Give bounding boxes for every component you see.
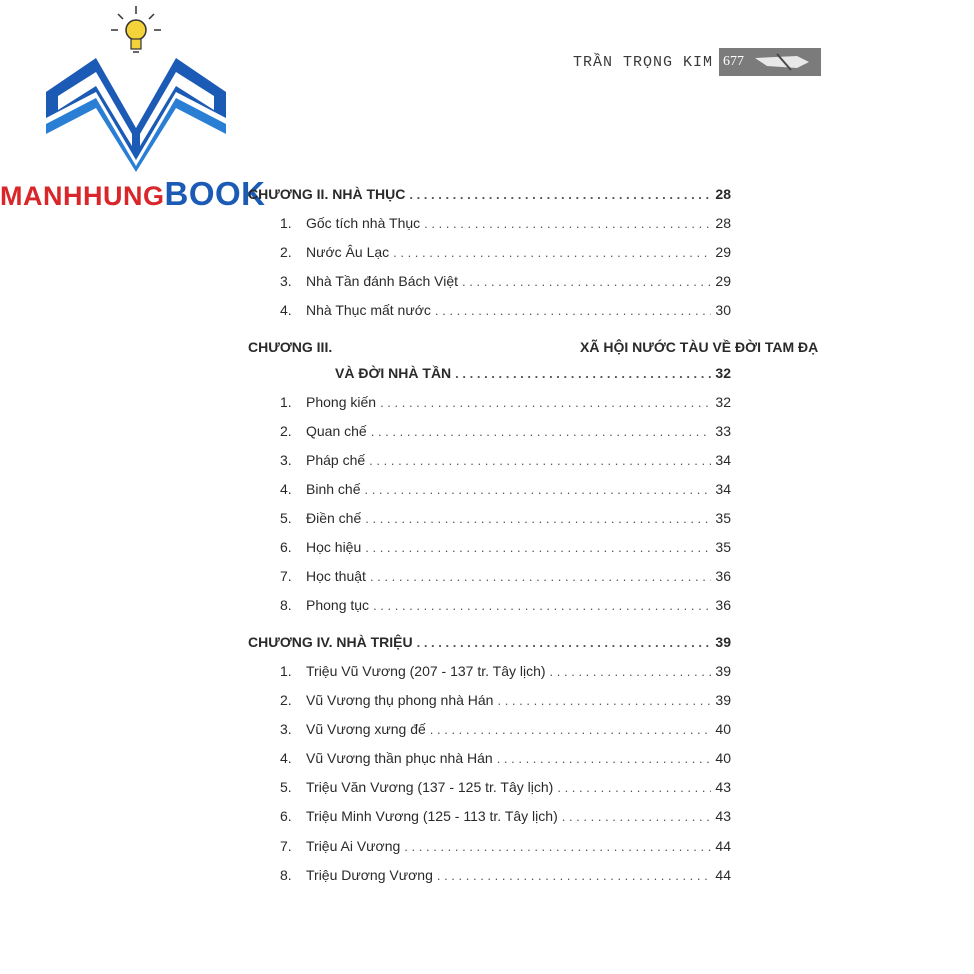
item-title: Nhà Tần đánh Bách Việt bbox=[306, 273, 459, 289]
dot-leader bbox=[370, 566, 711, 587]
toc-item[interactable] bbox=[280, 661, 731, 681]
item-page: 39 bbox=[715, 663, 731, 679]
item-title: Vũ Vương thụ phong nhà Hán bbox=[306, 692, 494, 708]
item-number: 4. bbox=[280, 302, 292, 318]
item-number: 2. bbox=[280, 423, 292, 439]
item-number: 3. bbox=[280, 452, 292, 468]
item-page: 33 bbox=[715, 423, 731, 439]
toc-item[interactable] bbox=[280, 865, 731, 885]
page-number: 677 bbox=[719, 48, 747, 76]
item-title: Quan chế bbox=[306, 423, 367, 439]
item-number: 3. bbox=[280, 273, 292, 289]
item-page: 36 bbox=[715, 597, 731, 613]
item-number: 1. bbox=[280, 394, 292, 410]
item-number: 7. bbox=[280, 568, 292, 584]
item-page: 28 bbox=[715, 215, 731, 231]
toc-chapter-4[interactable] bbox=[248, 632, 731, 652]
toc-item[interactable] bbox=[280, 300, 731, 320]
item-page: 35 bbox=[715, 539, 731, 555]
item-page: 34 bbox=[715, 481, 731, 497]
toc-item[interactable] bbox=[280, 537, 731, 557]
toc-item[interactable] bbox=[280, 271, 731, 291]
dot-leader bbox=[365, 508, 711, 529]
item-number: 1. bbox=[280, 215, 292, 231]
toc-chapter-3[interactable] bbox=[335, 363, 731, 383]
item-title: Triệu Vũ Vương (207 - 137 tr. Tây lịch) bbox=[306, 663, 546, 679]
toc-item[interactable] bbox=[280, 392, 731, 412]
brand-part1: MANHHUNG bbox=[0, 181, 165, 211]
chapter-3-label: CHƯƠNG III. bbox=[248, 339, 333, 355]
dot-leader bbox=[393, 242, 711, 263]
dot-leader bbox=[497, 690, 711, 711]
item-number: 2. bbox=[280, 244, 292, 260]
chapter-page: 32 bbox=[715, 365, 731, 381]
dot-leader bbox=[369, 450, 711, 471]
item-title: Triệu Văn Vương (137 - 125 tr. Tây lịch) bbox=[306, 779, 554, 795]
item-page: 29 bbox=[715, 273, 731, 289]
item-number: 5. bbox=[280, 510, 292, 526]
item-number: 3. bbox=[280, 721, 292, 737]
item-page: 30 bbox=[715, 302, 731, 318]
toc-item[interactable] bbox=[280, 213, 731, 233]
toc-chapter-2[interactable] bbox=[248, 184, 731, 204]
item-title: Gốc tích nhà Thục bbox=[306, 215, 421, 231]
dot-leader bbox=[371, 421, 712, 442]
chapter-title: CHƯƠNG IV. NHÀ TRIỆU bbox=[248, 634, 413, 650]
item-title: Vũ Vương thần phục nhà Hán bbox=[306, 750, 493, 766]
dot-leader bbox=[557, 777, 711, 798]
item-title: Học hiệu bbox=[306, 539, 362, 555]
toc-item[interactable] bbox=[280, 242, 731, 262]
item-page: 43 bbox=[715, 779, 731, 795]
item-page: 29 bbox=[715, 244, 731, 260]
item-title: Binh chế bbox=[306, 481, 361, 497]
toc-item[interactable] bbox=[280, 450, 731, 470]
item-page: 32 bbox=[715, 394, 731, 410]
dot-leader bbox=[430, 719, 712, 740]
chapter-page: 28 bbox=[715, 186, 731, 202]
item-page: 44 bbox=[715, 867, 731, 883]
toc-item[interactable] bbox=[280, 690, 731, 710]
item-page: 40 bbox=[715, 721, 731, 737]
item-number: 1. bbox=[280, 663, 292, 679]
item-title: Triệu Ai Vương bbox=[306, 838, 401, 854]
dot-leader bbox=[373, 595, 711, 616]
toc-item[interactable] bbox=[280, 479, 731, 499]
dot-leader bbox=[417, 632, 712, 653]
toc-item[interactable] bbox=[280, 719, 731, 739]
dot-leader bbox=[380, 392, 711, 413]
dot-leader bbox=[562, 806, 712, 827]
chapter-title-line2: VÀ ĐỜI NHÀ TẦN bbox=[335, 365, 452, 381]
author-name: TRẦN TRỌNG KIM bbox=[573, 53, 714, 71]
item-number: 6. bbox=[280, 808, 292, 824]
dot-leader bbox=[550, 661, 712, 682]
item-title: Triệu Minh Vương (125 - 113 tr. Tây lịch) bbox=[306, 808, 558, 824]
brand-part2: BOOK bbox=[164, 175, 266, 212]
item-page: 43 bbox=[715, 808, 731, 824]
item-title: Pháp chế bbox=[306, 452, 366, 468]
dot-leader bbox=[404, 836, 711, 857]
item-number: 8. bbox=[280, 597, 292, 613]
toc-item[interactable] bbox=[280, 421, 731, 441]
item-title: Nước Âu Lạc bbox=[306, 244, 390, 260]
item-page: 34 bbox=[715, 452, 731, 468]
item-title: Triệu Dương Vương bbox=[306, 867, 433, 883]
item-number: 4. bbox=[280, 750, 292, 766]
item-page: 40 bbox=[715, 750, 731, 766]
item-page: 39 bbox=[715, 692, 731, 708]
item-number: 8. bbox=[280, 867, 292, 883]
dot-leader bbox=[364, 479, 711, 500]
item-number: 4. bbox=[280, 481, 292, 497]
item-page: 36 bbox=[715, 568, 731, 584]
dot-leader bbox=[497, 748, 712, 769]
toc-item[interactable] bbox=[280, 508, 731, 528]
item-title: Học thuật bbox=[306, 568, 366, 584]
dot-leader bbox=[437, 865, 712, 886]
dot-leader bbox=[365, 537, 711, 558]
dot-leader bbox=[462, 271, 711, 292]
dot-leader bbox=[424, 213, 711, 234]
item-page: 35 bbox=[715, 510, 731, 526]
item-title: Phong kiến bbox=[306, 394, 377, 410]
dot-leader bbox=[409, 184, 711, 205]
item-title: Vũ Vương xưng đế bbox=[306, 721, 426, 737]
chapter-page: 39 bbox=[715, 634, 731, 650]
item-number: 2. bbox=[280, 692, 292, 708]
item-title: Phong tục bbox=[306, 597, 370, 613]
toc-item[interactable] bbox=[280, 595, 731, 615]
toc-item[interactable] bbox=[280, 566, 731, 586]
item-number: 5. bbox=[280, 779, 292, 795]
item-title: Nhà Thục mất nước bbox=[306, 302, 431, 318]
item-title: Điền chế bbox=[306, 510, 362, 526]
toc-item[interactable] bbox=[280, 806, 731, 826]
dot-leader bbox=[455, 363, 711, 384]
toc-item[interactable] bbox=[280, 836, 731, 856]
chapter-3-title-line1[interactable]: XÃ HỘI NƯỚC TÀU VỀ ĐỜI TAM ĐẠ bbox=[580, 339, 819, 355]
dot-leader bbox=[435, 300, 712, 321]
item-number: 6. bbox=[280, 539, 292, 555]
chapter-title: CHƯƠNG II. NHÀ THỤC bbox=[248, 186, 406, 202]
toc-item[interactable] bbox=[280, 777, 731, 797]
item-page: 44 bbox=[715, 838, 731, 854]
toc-item[interactable] bbox=[280, 748, 731, 768]
item-number: 7. bbox=[280, 838, 292, 854]
